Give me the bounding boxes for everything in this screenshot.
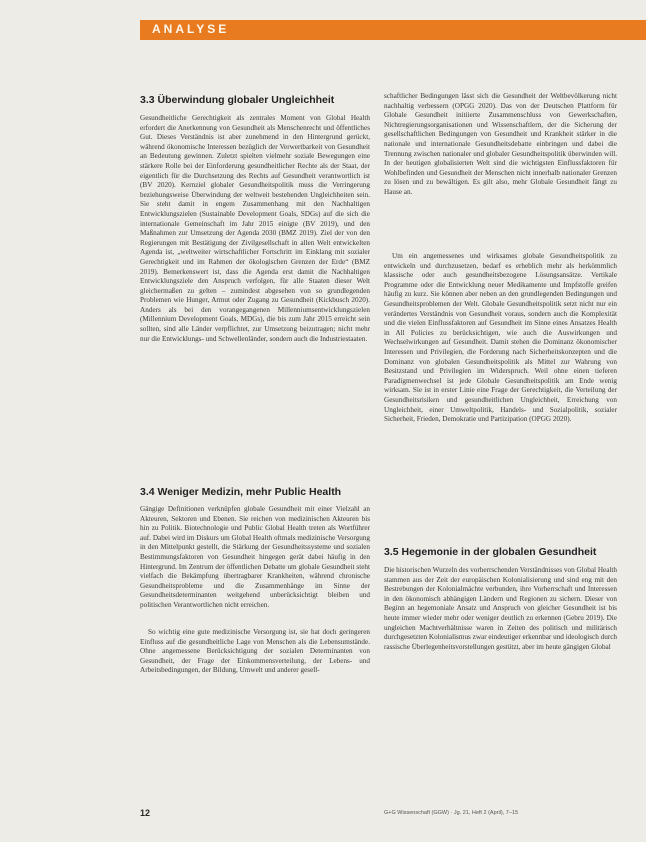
heading-3-5: 3.5 Hegemonie in der globalen Gesundheit: [384, 546, 597, 558]
paragraph-3-4-1: Gängige Definitionen verknüpfen globale Gesundheit mit einer Vielzahl an Akteuren, Sektoren und Ebenen. Sie reichen von medizinischen Akteuren bis hin zu Politik. Biotechnologie und Public Global Health treten als Wortführer auf. Dabei wird im Diskurs um Global Health oftmals medizinische Versorgung in den Mittelpunkt gestellt, die Stärkung der Gesundheitssysteme und sozialen Bestimmungsfaktoren von Gesundheit hingegen gerät dabei häufig in den Hintergrund. Im Zentrum der öffentlichen Debatte um globale Gesundheit steht vielfach die Bekämpfung übertragbarer Krankheiten, während chronische Gesundheitsprobleme und die Zusammenhänge im Sinne der Gesundheitsdeterminanten weitgehend unberücksichtigt bleiben und politischen Verantwortlichen nicht erreichen.: [140, 505, 370, 609]
paragraph-right-1: schaftlicher Bedingungen lässt sich die Gesundheit der Weltbevölkerung nicht nachhaltig verbessern (OPGG 2020). Das von der Deutschen Plattform für Globale Gesundheit initiierte Zusammenschluss von Gewerkschaften, Nichtregierungsorganisationen und Wissenschaftlern, der die Sicherung der gesellschaftlichen Bedingungen von Gesundheit und Krankheit stärker in die nationale und internationale Gesundheitsdebatte einbringen und dabei die Trennung zwischen nationaler und globaler Gesundheitspolitik überwinden will. In der heutigen globalisierten Welt sind die wichtigsten Einflussfaktoren für Wohlbefinden und Gesundheit der Menschen nicht innerhalb nationaler Grenzen zu lösen und zu bewältigen. Es gilt also, mehr Globale Gesundheit fängt zu Hause an.: [384, 92, 617, 196]
paragraph-3-3-1: Gesundheitliche Gerechtigkeit als zentrales Moment von Global Health erfordert die Anerkennung von Gesundheit als Menschenrecht und öffentliches Gut. Dieses Verständnis ist aber zunehmend in den Hintergrund gerückt, während ökonomische Interessen bezüglich der Verwertbarkeit von Gesundheit an Bedeutung gewinnen. Zuletzt spielten vielmehr soziale Bewegungen eine stärkere Rolle bei der Einforderung gesundheitlicher Rechte als der Staat, der eigentlich für die Durchsetzung des Rechts auf Gesundheit verantwortlich ist (BV 2020). Kernziel globaler Gesundheitspolitik muss die Verringerung beziehungsweise Überwindung der weltweit bestehenden Ungleichheiten sein. Sie steht damit in engem Zusammenhang mit den Nachhaltigen Entwicklungszielen (Sustainable Development Goals, SDGs) auf die sich die internationale Gemeinschaft im Jahr 2015 einigte (BV 2019), und den Maßnahmen zur Umsetzung der Agenda 2030 (BMZ 2019). Ziel der von den Regierungen mit Bestätigung der Zivilgesellschaft in allen Welt entwickelten Agenda ist, „weltweiter wirtschaftlicher Fortschritt im Einklang mit sozialer Gerechtigkeit und im Rahmen der ökologischen Grenzen der Erde“ (BMZ 2019). Bemerkenswert ist, dass die Agenda erst damit die Nachhaltigen Entwicklungsziele den Anspruch verfolgen, für alle Staaten dieser Welt gleichermaßen zu gelten – zumindest abgesehen von so grundlegenden Problemen wie Hunger, Armut oder Zugang zu Gesundheit (Kickbusch 2020). Anders als bei den vorangegangenen Millenniumsentwicklungszielen (Millennium Development Goals, MDGs), die bis zum Jahr 2015 erreicht sein sollten, sind alle Länder verpflichtet, zur Umsetzung beizutragen; nicht mehr nur die Entwicklungs- und Schwellenländer, sondern auch die Industriestaaten.: [140, 114, 370, 343]
heading-3-3: 3.3 Überwindung globaler Ungleichheit: [140, 94, 335, 106]
page-number: 12: [140, 808, 151, 818]
heading-3-4: 3.4 Weniger Medizin, mehr Public Health: [140, 486, 342, 498]
section-label: ANALYSE: [152, 22, 230, 36]
paragraph-right-2: Um ein angemessenes und wirksames globale Gesundheitspolitik zu entwickeln und durchzusetzen, bedarf es erheblich mehr als herkömmlich klassische oder auch gesundheitsbezogene Lösungsansätze. Vertikale Programme oder die Entwicklung neuer Medikamente und Impfstoffe greifen häufig zu kurz. Sie können aber neben an den grundlegenden Bedingungen und Gesundheitsproblemen der Welt. Globale Gesundheitspolitik setzt nicht nur ein verändertes Verständnis von Gesundheit voraus, sondern auch die Komplexität und die vielen Einflussfaktoren auf Gesundheit im Sinne eines Ansatzes Health in All Policies zu berücksichtigen, wie auch die Auswirkungen und Wechselwirkungen auf Gesundheit. Damit stehen die Dominanz ökonomischer Interessen und Privilegien, die Forderung nach Sicherheitskonzepten und die Dominanz von globalen Gesundheitspolitik als Mittel zur Wahrung von Besitzstand und Privilegien im Widerspruch. Weil ohne einen tieferen Paradigmenwechsel ist jede Globale Gesundheitspolitik am Ende wenig wirksam. Sie ist in erster Linie eine Frage der Gerechtigkeit, die Verteilung der Gesundheitsrisiken und gesundheitlichen Ungleichheit, Erreichung von Ungleichheit, einer Umweltpolitik, Handels- und Sozialpolitik, sozialer Sicherheit, Frieden, Demokratie und Partizipation (OPGG 2020).: [384, 252, 617, 424]
corner-scan-mark: [6, 4, 46, 18]
paragraph-3-5-1: Die historischen Wurzeln des vorherrschenden Verständnisses von Global Health stammen aus der Zeit der europäischen Kolonialisierung und sind eng mit den Bestrebungen der Kolonialmächte verbunden, ihre Vorherrschaft und Interessen in den ökonomisch abhängigen Ländern und Regionen zu sichern. Dieser von Beginn an hegemoniale Ansatz und Anspruch von gleicher Gesundheit ist bis heute immer wieder mehr oder weniger deutlich zu erkennen (Gebru 2019). Die ungleichen Machtverhältnisse waren in Zeiten des politisch und militärisch durchgesetzten Kolonialismus zwar eindeutiger erkennbar und ideologisch durch rassische Überlegenheitsvorstellungen gestützt, aber im heute gängigen Global: [384, 566, 617, 651]
footer-source-line: G+G Wissenschaft (GGW) · Jg. 21, Heft 2 (April), 7–15: [384, 810, 519, 816]
paragraph-3-4-2: So wichtig eine gute medizinische Versorgung ist, sie hat doch geringeren Einfluss auf die gesundheitliche Lage von Menschen als die Lebensumstände. Ohne angemessene Berücksichtigung der sozialen Determinanten von Gesundheit, der Frage der Einkommensverteilung, der Lebens- und Arbeitsbedingungen, der Bildung, Umwelt und anderer gesell-: [140, 628, 370, 675]
